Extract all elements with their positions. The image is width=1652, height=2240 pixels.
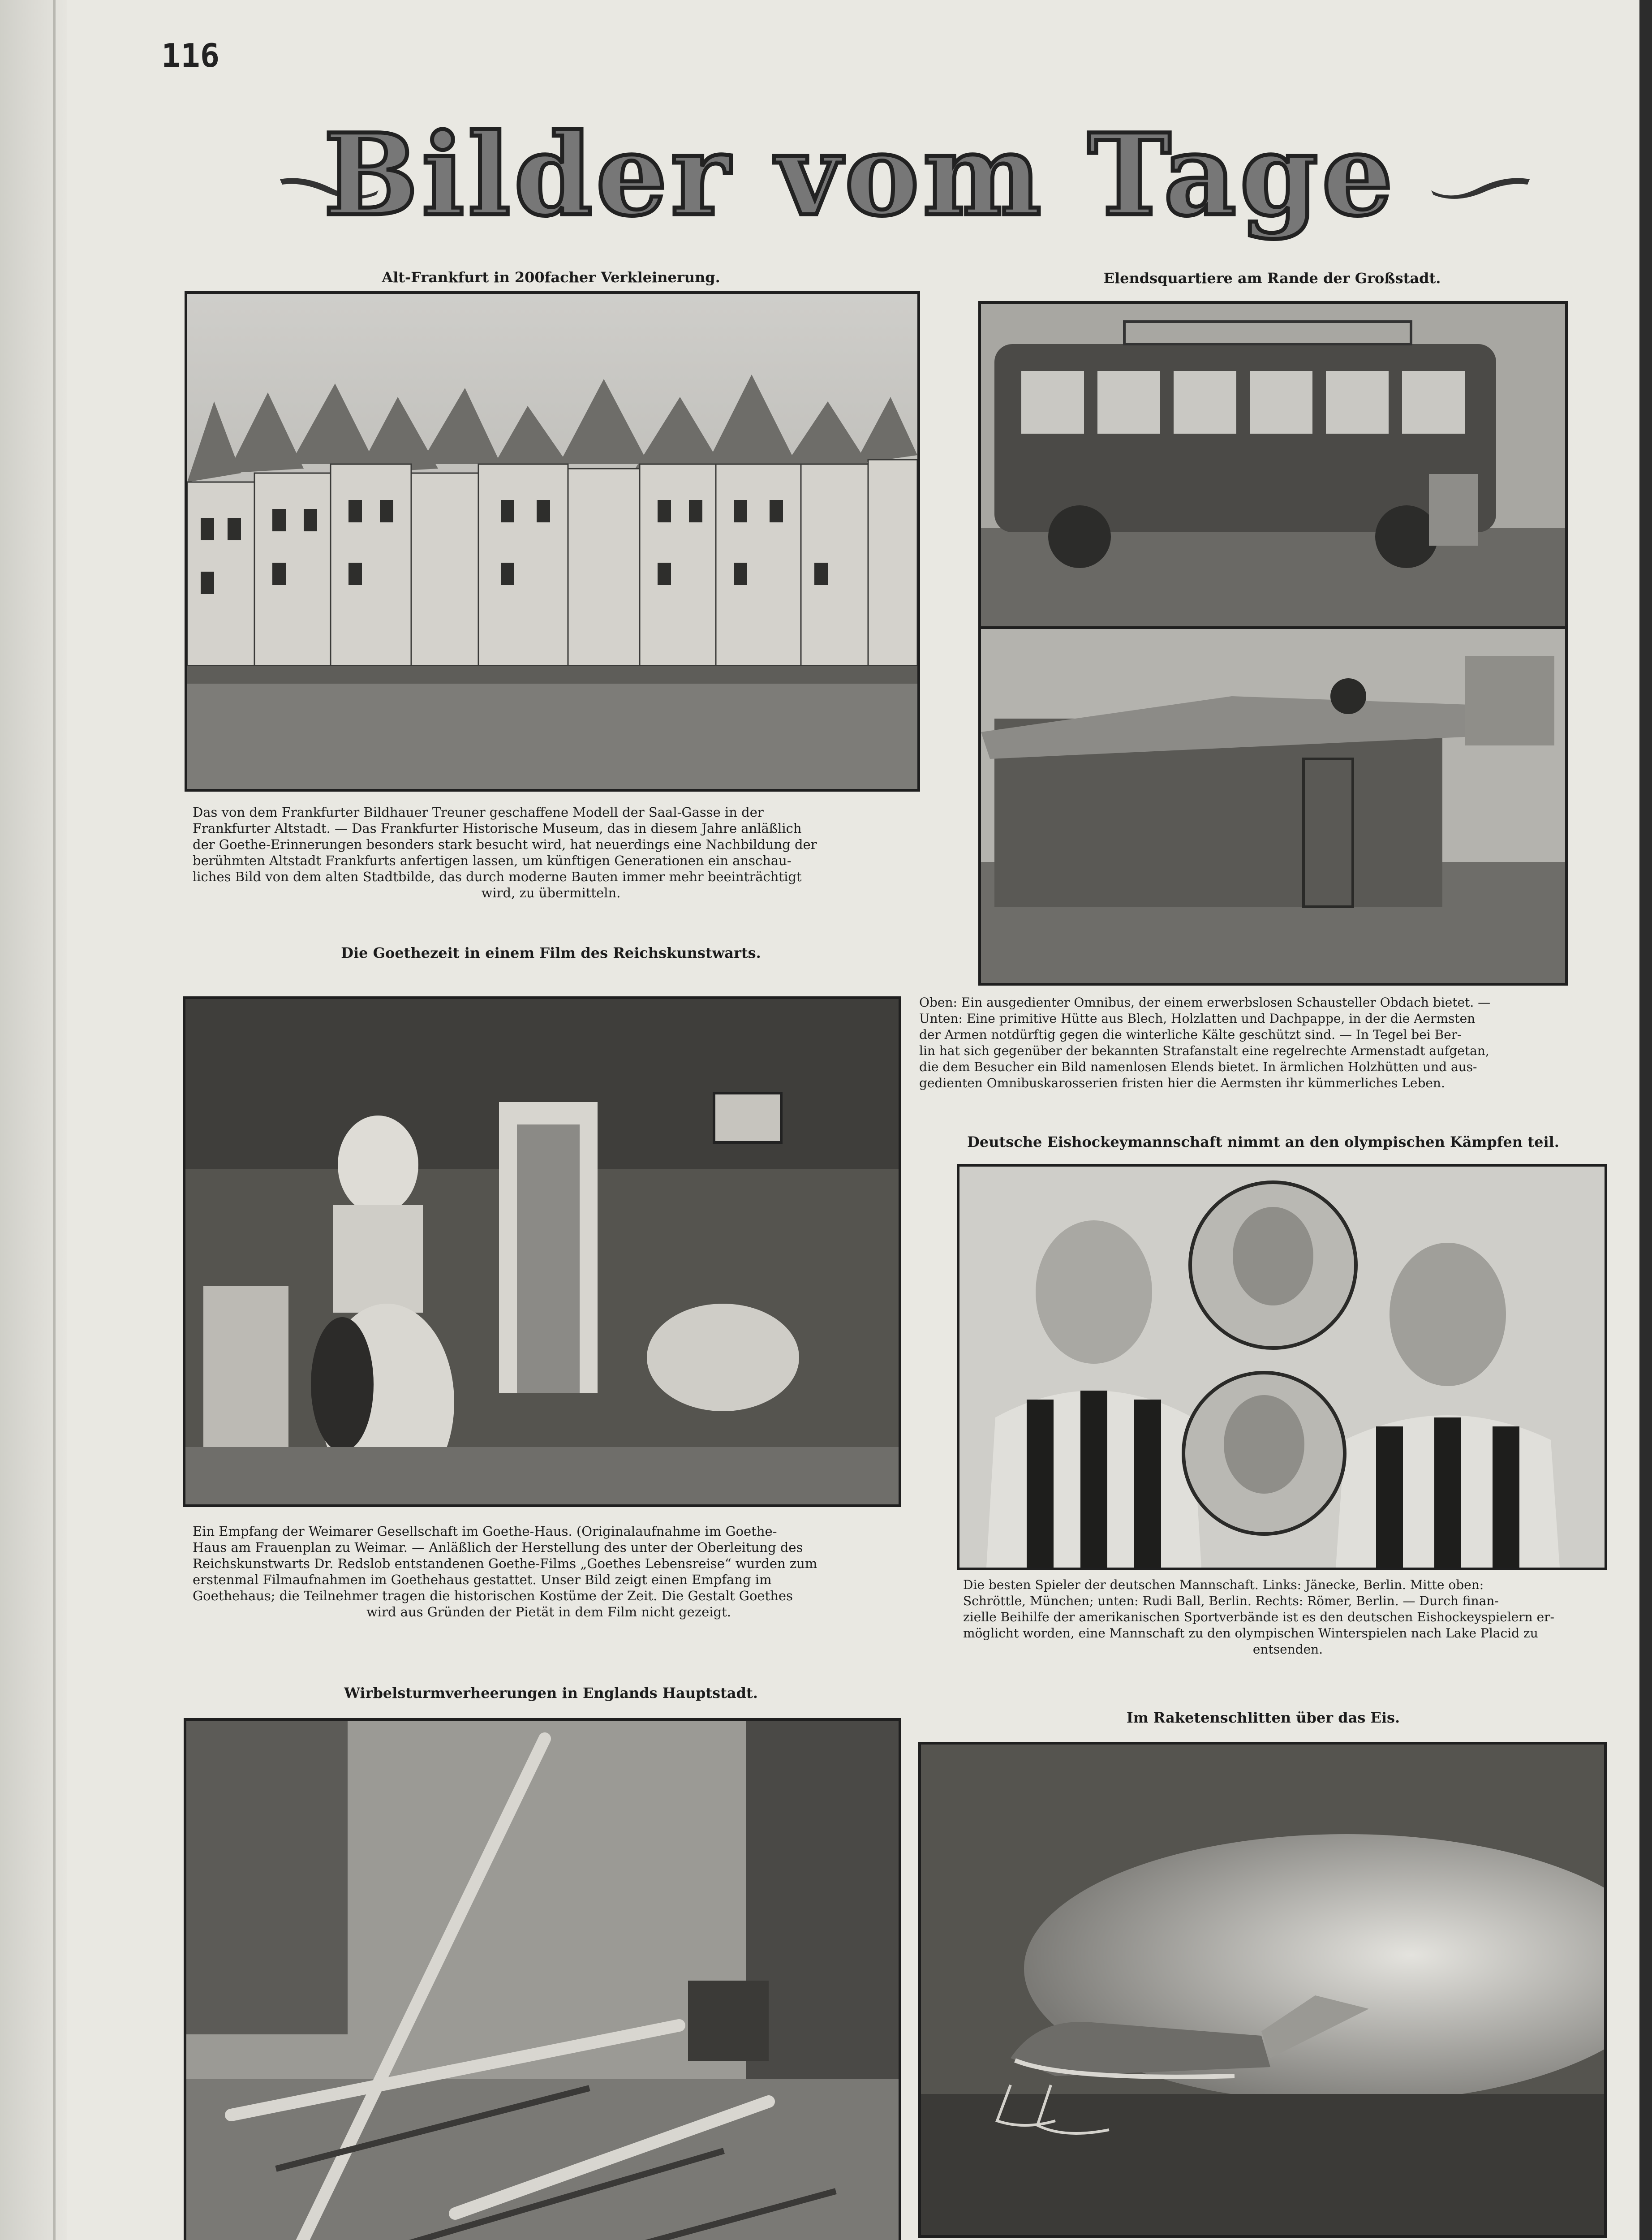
frankfurt-caption: Das von dem Frankfurter Bildhauer Treuner geschaffene Modell der Saal-Gasse in der Frankfurter Altstadt. — Das Frankfurter Historische Museum, das in diesem Jahre anläßlich der Goethe-Erinnerungen besonders stark besucht wird, hat neuerdings eine Nachbildung der berühmten Altstadt Frankfurts anfertigen lassen, um künftigen Generationen ein anschau- liches Bild von dem alten Stadtbilde, das durch moderne Bauten immer mehr beeinträchtigt wird, zu übermitteln. [193,805,817,900]
elend-photo-omnibus [978,301,1568,629]
eishockey-title: Deutsche Eishockeymannschaft nimmt an den olympischen Kämpfen teil. [967,1133,1559,1150]
goethe-title: Die Goethezeit in einem Film des Reichskunstwarts. [341,944,761,961]
eishockey-photo [957,1164,1607,1570]
goethe-photo [183,996,901,1507]
london-title: Wirbelsturmverheerungen in Englands Hauptstadt. [344,1684,758,1702]
frankfurt-title: Alt-Frankfurt in 200facher Verkleinerung. [382,269,720,286]
goethe-caption: Ein Empfang der Weimarer Gesellschaft im Goethe-Haus. (Originalaufnahme im Goethe- Haus am Frauenplan zu Weimar. — Anläßlich der Herstellung des unter der Oberleitung des Reichskunstwarts Dr. Redslob entstandenen Goethe-Films „Goethes Lebensreise“ wurden zum erstenmal Filmaufnahmen im Goethehaus gestattet. Unser Bild zeigt einen Empfang im Goethehaus; die Teilnehmer tragen die historischen Kostüme der Zeit. Die Gestalt Goethes wird aus Gründen der Pietät in dem Film nicht gezeigt. [193,1524,817,1620]
eishockey-caption: Die besten Spieler der deutschen Mannschaft. Links: Jänecke, Berlin. Mitte oben: Schröttle, München; unten: Rudi Ball, Berlin. Rechts: Römer, Berlin. — Durch finan- zielle Beihilfe der amerikanischen Sportverbände ist es den deutschen Eishockeyspielern er- möglicht worden, eine Mannschaft zu den olympischen Winterspielen nach Lake Placid zu entsenden. [963,1577,1555,1657]
elend-photo-huette [978,626,1568,986]
rakete-photo [918,1742,1607,2238]
masthead-title: Bilder vom Tage [323,109,1397,241]
page-binding [0,0,67,2240]
page-number: 116 [161,37,220,74]
elend-title: Elendsquartiere am Rande der Großstadt. [1103,270,1441,287]
london-photo [184,1718,901,2240]
frankfurt-photo [185,291,920,792]
rakete-title: Im Raketenschlitten über das Eis. [1126,1709,1400,1726]
elend-caption: Oben: Ein ausgedienter Omnibus, der einem erwerbslosen Schausteller Obdach bietet. — Unten: Eine primitive Hütte aus Blech, Holzlatten und Dachpappe, in der die Aermsten der Armen notdürftig gegen die winterliche Kälte geschützt sind. — In Tegel bei Ber- lin hat sich gegenüber der bekannten Strafanstalt eine regelrechte Armenstadt aufgetan, die dem Besucher ein Bild namenlosen Elends bietet. In ärmlichen Holzhütten und aus- gedienten Omnibuskarosserien fristen hier die Aermsten ihr kümmerliches Leben. [919,995,1491,1090]
